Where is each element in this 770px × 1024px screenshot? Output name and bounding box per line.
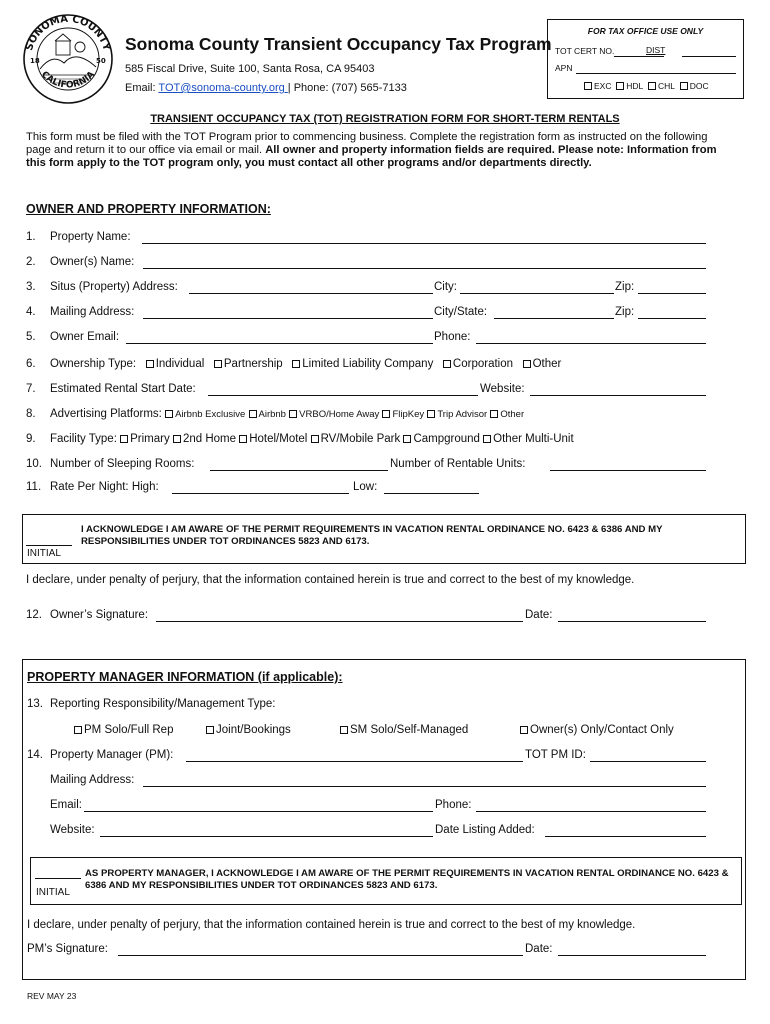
property-name-label: Property Name: bbox=[50, 231, 131, 243]
flipkey-label: FlipKey bbox=[392, 409, 425, 420]
hotel-motel-checkbox[interactable] bbox=[239, 435, 247, 443]
sm-solo-checkbox[interactable] bbox=[340, 726, 348, 734]
property-manager-label: Property Manager (PM): bbox=[50, 749, 174, 761]
tot-cert-label: TOT CERT NO. bbox=[555, 46, 615, 56]
field-2-number: 2. bbox=[26, 256, 36, 268]
situs-zip-label: Zip: bbox=[615, 281, 635, 293]
seal-bottom-text: CALIFORNIA bbox=[38, 69, 98, 91]
tax-office-box bbox=[547, 19, 744, 99]
facility-type-label: Facility Type: bbox=[50, 433, 117, 445]
owner-date-field[interactable] bbox=[558, 621, 706, 622]
joint-bookings-option bbox=[206, 724, 291, 736]
dist-label: DIST bbox=[646, 45, 666, 55]
owner-email-label: Owner Email: bbox=[50, 331, 120, 343]
situs-address-field[interactable] bbox=[189, 293, 433, 294]
mailing-address-label: Mailing Address: bbox=[50, 306, 135, 318]
campground-label: Campground bbox=[413, 433, 480, 445]
date-listing-field[interactable] bbox=[545, 836, 706, 837]
program-address: 585 Fiscal Drive, Suite 100, Santa Rosa, CA 95403 bbox=[125, 63, 375, 75]
chl-label: CHL bbox=[657, 81, 675, 91]
field-4-number: 4. bbox=[26, 306, 36, 318]
website-field[interactable] bbox=[530, 395, 706, 396]
ownership-type-label: Ownership Type: bbox=[50, 358, 137, 370]
owner-only-option bbox=[520, 724, 674, 736]
flipkey-checkbox[interactable] bbox=[382, 410, 390, 418]
intro-bold: All owner and property information fields are required. Please note: Information from this form apply to the TOT program only, you must contact all other programs and/or departments directly. bbox=[26, 144, 717, 169]
apn-line bbox=[576, 73, 736, 74]
pm-phone-label: Phone: bbox=[435, 799, 472, 811]
pm-email-field[interactable] bbox=[84, 811, 433, 812]
campground-checkbox[interactable] bbox=[403, 435, 411, 443]
field-1-number: 1. bbox=[26, 231, 36, 243]
airbnb-exclusive-label: Airbnb Exclusive bbox=[175, 409, 246, 420]
trip-advisor-label: Trip Advisor bbox=[437, 409, 488, 420]
field-5-number: 5. bbox=[26, 331, 36, 343]
individual-label: Individual bbox=[155, 358, 205, 370]
situs-address-label: Situs (Property) Address: bbox=[50, 281, 178, 293]
situs-zip-field[interactable] bbox=[638, 293, 706, 294]
owner-date-label: Date: bbox=[525, 609, 553, 621]
rv-park-label: RV/Mobile Park bbox=[320, 433, 401, 445]
pm-phone-field[interactable] bbox=[476, 811, 706, 812]
pm-declaration: I declare, under penalty of perjury, that the information contained herein is true and correct to the best of my knowledge. bbox=[27, 919, 636, 931]
rate-low-field[interactable] bbox=[384, 493, 479, 494]
apn-label: APN bbox=[555, 63, 573, 73]
field-9-number: 9. bbox=[26, 433, 36, 445]
field-13-number: 13. bbox=[27, 698, 43, 710]
doc-checkbox[interactable] bbox=[680, 82, 688, 90]
partnership-label: Partnership bbox=[223, 358, 283, 370]
owner-only-label: Owner(s) Only/Contact Only bbox=[530, 724, 674, 736]
joint-bookings-label: Joint/Bookings bbox=[216, 724, 291, 736]
corporation-checkbox[interactable] bbox=[443, 360, 451, 368]
ownership-other-checkbox[interactable] bbox=[523, 360, 531, 368]
mailing-zip-field[interactable] bbox=[638, 318, 706, 319]
trip-advisor-checkbox[interactable] bbox=[427, 410, 435, 418]
office-options bbox=[584, 81, 709, 91]
llc-checkbox[interactable] bbox=[292, 360, 300, 368]
intro-paragraph bbox=[26, 131, 726, 170]
partnership-checkbox[interactable] bbox=[214, 360, 222, 368]
pm-section-heading: PROPERTY MANAGER INFORMATION (if applicable): bbox=[27, 670, 343, 684]
website-label: Website: bbox=[480, 383, 525, 395]
owner-acknowledgment-box bbox=[22, 514, 746, 564]
individual-checkbox[interactable] bbox=[146, 360, 154, 368]
airbnb-checkbox[interactable] bbox=[249, 410, 257, 418]
dist-line bbox=[682, 56, 736, 57]
tot-cert-line bbox=[614, 56, 664, 57]
advertising-platforms-label: Advertising Platforms: bbox=[50, 408, 162, 420]
primary-label: Primary bbox=[130, 433, 170, 445]
tot-pm-id-field[interactable] bbox=[590, 761, 706, 762]
rentable-units-field[interactable] bbox=[550, 470, 706, 471]
owner-only-checkbox[interactable] bbox=[520, 726, 528, 734]
pm-solo-option bbox=[74, 724, 173, 736]
property-name-field[interactable] bbox=[142, 243, 706, 244]
tax-office-heading: FOR TAX OFFICE USE ONLY bbox=[587, 26, 704, 36]
owner-name-field[interactable] bbox=[143, 268, 706, 269]
vrbo-label: VRBO/Home Away bbox=[299, 409, 380, 420]
field-12-number: 12. bbox=[26, 609, 42, 621]
sm-solo-label: SM Solo/Self-Managed bbox=[350, 724, 469, 736]
pm-email-label: Email: bbox=[50, 799, 82, 811]
pm-date-label: Date: bbox=[525, 943, 553, 955]
exc-checkbox[interactable] bbox=[584, 82, 592, 90]
platform-other-label: Other bbox=[500, 409, 525, 420]
hdl-checkbox[interactable] bbox=[616, 82, 624, 90]
date-listing-label: Date Listing Added: bbox=[435, 824, 535, 836]
airbnb-exclusive-checkbox[interactable] bbox=[165, 410, 173, 418]
situs-city-field[interactable] bbox=[460, 293, 614, 294]
hotel-motel-label: Hotel/Motel bbox=[249, 433, 308, 445]
pm-website-field[interactable] bbox=[100, 836, 433, 837]
doc-label: DOC bbox=[689, 81, 709, 91]
field-7-number: 7. bbox=[26, 383, 36, 395]
pm-initial-field[interactable] bbox=[35, 878, 81, 879]
seal-year-left: 18 bbox=[30, 57, 40, 65]
revision-footer: REV MAY 23 bbox=[27, 991, 77, 1001]
property-manager-field[interactable] bbox=[186, 761, 523, 762]
field-11-number: 11. bbox=[26, 481, 42, 493]
rental-start-field[interactable] bbox=[208, 395, 478, 396]
sleeping-rooms-label: Number of Sleeping Rooms: bbox=[50, 458, 195, 470]
owner-signature-field[interactable] bbox=[156, 621, 523, 622]
county-seal bbox=[22, 13, 114, 105]
facility-type-row bbox=[50, 433, 574, 445]
program-title: Sonoma County Transient Occupancy Tax Program bbox=[125, 34, 552, 54]
pm-acknowledgment-text: AS PROPERTY MANAGER, I ACKNOWLEDGE I AM AWARE OF THE PERMIT REQUIREMENTS IN VACATION RENTAL ORDINANCE NO. 6423 & 6386 AND MY RESPONSIBILITIES UNDER TOT ORDINANCES 5823 AND 6173. bbox=[85, 868, 729, 891]
rentable-units-label: Number of Rentable Units: bbox=[390, 458, 526, 470]
field-8-number: 8. bbox=[26, 408, 36, 420]
situs-city-label: City: bbox=[434, 281, 457, 293]
pm-signature-field[interactable] bbox=[118, 955, 523, 956]
owner-acknowledgment-text: I ACKNOWLEDGE I AM AWARE OF THE PERMIT REQUIREMENTS IN VACATION RENTAL ORDINANCE NO. 6423 & 6386 AND MY RESPONSIBILITIES UNDER TOT ORDINANCES 5823 AND 6173. bbox=[81, 524, 663, 547]
email-label: Email: bbox=[125, 82, 159, 94]
mailing-city-field[interactable] bbox=[494, 318, 614, 319]
field-14-number: 14. bbox=[27, 749, 43, 761]
owner-declaration: I declare, under penalty of perjury, that the information contained herein is true and correct to the best of my knowledge. bbox=[26, 574, 635, 586]
mailing-city-label: City/State: bbox=[434, 306, 488, 318]
field-3-number: 3. bbox=[26, 281, 36, 293]
owner-signature-label: Owner’s Signature: bbox=[50, 609, 149, 621]
corporation-label: Corporation bbox=[452, 358, 514, 370]
owner-email-field[interactable] bbox=[126, 343, 433, 344]
advertising-platforms-row bbox=[50, 408, 524, 420]
exc-label: EXC bbox=[594, 81, 612, 91]
pm-solo-checkbox[interactable] bbox=[74, 726, 82, 734]
hdl-label: HDL bbox=[626, 81, 644, 91]
seal-year-right: 50 bbox=[96, 57, 106, 65]
program-contact bbox=[125, 82, 407, 94]
intro-normal: This form must be filed with the TOT Program prior to commencing business. Complete the registration form as instructed on the following page and return it to our office via email or mail. bbox=[26, 131, 708, 156]
mailing-address-field[interactable] bbox=[143, 318, 433, 319]
owner-name-label: Owner(s) Name: bbox=[50, 256, 135, 268]
field-10-number: 10. bbox=[26, 458, 42, 470]
owner-section-heading: OWNER AND PROPERTY INFORMATION: bbox=[26, 202, 271, 216]
owner-initial-label: INITIAL bbox=[27, 548, 61, 559]
svg-text:SONOMA COUNTY bbox=[24, 14, 112, 53]
multi-unit-label: Other Multi-Unit bbox=[493, 433, 574, 445]
rv-park-checkbox[interactable] bbox=[311, 435, 319, 443]
primary-checkbox[interactable] bbox=[120, 435, 128, 443]
tot-pm-id-label: TOT PM ID: bbox=[525, 749, 586, 761]
multi-unit-checkbox[interactable] bbox=[483, 435, 491, 443]
svg-text:CALIFORNIA bbox=[39, 70, 97, 91]
joint-bookings-checkbox[interactable] bbox=[206, 726, 214, 734]
reporting-type-label: Reporting Responsibility/Management Type: bbox=[50, 698, 276, 710]
owner-phone-label: Phone: bbox=[434, 331, 471, 343]
phone-text: | Phone: (707) 565-7133 bbox=[287, 82, 407, 94]
chl-checkbox[interactable] bbox=[648, 82, 656, 90]
pm-website-label: Website: bbox=[50, 824, 95, 836]
second-home-label: 2nd Home bbox=[182, 433, 236, 445]
pm-signature-label: PM’s Signature: bbox=[27, 943, 108, 955]
rate-low-label: Low: bbox=[353, 481, 378, 493]
rate-high-label: Rate Per Night: High: bbox=[50, 481, 159, 493]
seal-top-text: SONOMA COUNTY bbox=[24, 13, 112, 53]
rate-high-field[interactable] bbox=[172, 493, 349, 494]
field-6-number: 6. bbox=[26, 358, 36, 370]
llc-label: Limited Liability Company bbox=[302, 358, 434, 370]
platform-other-checkbox[interactable] bbox=[490, 410, 498, 418]
mailing-zip-label: Zip: bbox=[615, 306, 635, 318]
owner-initial-field[interactable] bbox=[26, 545, 72, 546]
ownership-type-row bbox=[50, 358, 561, 370]
second-home-checkbox[interactable] bbox=[173, 435, 181, 443]
pm-date-field[interactable] bbox=[558, 955, 706, 956]
sm-solo-option bbox=[340, 724, 468, 736]
pm-mailing-label: Mailing Address: bbox=[50, 774, 135, 786]
form-title: TRANSIENT OCCUPANCY TAX (TOT) REGISTRATION FORM FOR SHORT-TERM RENTALS bbox=[150, 113, 620, 125]
owner-phone-field[interactable] bbox=[476, 343, 706, 344]
vrbo-checkbox[interactable] bbox=[289, 410, 297, 418]
pm-initial-label: INITIAL bbox=[36, 887, 70, 898]
sleeping-rooms-field[interactable] bbox=[210, 470, 388, 471]
email-link[interactable]: TOT@sonoma-county.org bbox=[158, 82, 288, 94]
pm-solo-label: PM Solo/Full Rep bbox=[84, 724, 174, 736]
pm-acknowledgment-box bbox=[30, 857, 742, 905]
airbnb-label: Airbnb bbox=[258, 409, 286, 420]
ownership-other-label: Other bbox=[532, 358, 562, 370]
pm-mailing-field[interactable] bbox=[143, 786, 706, 787]
rental-start-label: Estimated Rental Start Date: bbox=[50, 383, 196, 395]
